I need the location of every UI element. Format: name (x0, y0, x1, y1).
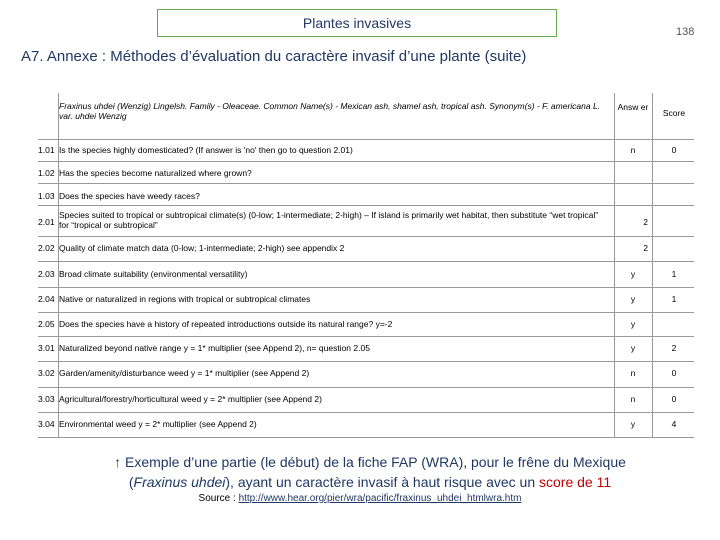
row-number: 2.05 (38, 319, 55, 329)
row-question: Species suited to tropical or subtropical climate(s) (0-low; 1-intermediate; 2-high) – If island is primarily wet habitat, then substitute “wet tropical” for “tropical or subtropical” (59, 210, 599, 230)
row-answer: n (630, 394, 636, 404)
row-divider (38, 236, 694, 237)
figure-caption (40, 452, 700, 492)
row-score: 2 (671, 343, 677, 353)
row-divider (38, 287, 694, 288)
row-number: 2.04 (38, 294, 55, 304)
source-line (0, 493, 720, 504)
row-number: 3.03 (38, 394, 55, 404)
row-number: 3.04 (38, 419, 55, 429)
row-question: Native or naturalized in regions with tropical or subtropical climates (59, 294, 311, 304)
page-number: 138 (676, 26, 695, 38)
row-question: Does the species have a history of repeated introductions outside its natural range? y=-2 (59, 319, 393, 329)
row-question: Broad climate suitability (environmental versatility) (59, 269, 248, 279)
row-answer: y (630, 269, 636, 279)
row-answer: y (630, 319, 636, 329)
row-number: 1.03 (38, 191, 55, 201)
row-score: 1 (671, 269, 677, 279)
table-intro: Fraxinus uhdei (Wenzig) Lingelsh. Family - Oleaceae. Common Name(s) - Mexican ash, shamel ash, tropical ash. Synonym(s) - F. americana L. var. uhdei Wenzig (59, 101, 601, 121)
caption-species: Fraxinus uhdei (133, 474, 226, 490)
row-divider (38, 361, 694, 362)
row-divider (38, 412, 694, 413)
caption-line-1: ↑ Exemple d’une partie (le début) de la fiche FAP (WRA), pour le frêne du Mexique (114, 454, 626, 470)
row-question: Garden/amenity/disturbance weed y = 1* multiplier (see Append 2) (59, 368, 310, 378)
header-title-box (157, 9, 557, 37)
row-number: 3.01 (38, 343, 55, 353)
col-header-score: Score (662, 108, 686, 118)
row-score: 0 (671, 145, 677, 155)
row-question: Agricultural/forestry/horticultural weed y = 2* multiplier (see Append 2) (59, 394, 322, 404)
row-number: 2.02 (38, 243, 55, 253)
row-divider (38, 183, 694, 184)
row-answer: y (630, 343, 636, 353)
row-divider (38, 437, 694, 438)
header-title: Plantes invasives (302, 15, 412, 31)
caption-line-2 (40, 472, 700, 492)
row-score: 0 (671, 368, 677, 378)
caption-paren-open: ( (128, 474, 134, 490)
row-question: Naturalized beyond native range y = 1* multiplier (see Append 2), n= question 2.05 (59, 343, 370, 353)
row-question: Has the species become naturalized where grown? (59, 168, 252, 178)
row-score: 4 (671, 419, 677, 429)
row-question: Is the species highly domesticated? (If answer is 'no' then go to question 2.01) (59, 145, 353, 155)
row-number: 2.03 (38, 269, 55, 279)
caption-score: score de 11 (539, 474, 612, 490)
col-divider (652, 93, 653, 438)
row-answer: n (630, 145, 636, 155)
row-answer: y (630, 294, 636, 304)
wra-table (38, 93, 694, 438)
source-link[interactable]: http://www.hear.org/pier/wra/pacific/fraxinus_uhdei_htmlwra.htm (238, 493, 522, 504)
row-divider (38, 161, 694, 162)
row-answer: n (630, 368, 636, 378)
row-divider (38, 336, 694, 337)
caption-mid: ), ayant un caractère invasif à haut risque avec un (225, 474, 539, 490)
row-answer: 2 (643, 243, 648, 253)
col-header-answer: Answ er (617, 102, 649, 112)
row-divider (38, 261, 694, 262)
row-question: Environmental weed y = 2* multiplier (see Append 2) (59, 419, 257, 429)
row-question: Quality of climate match data (0-low; 1-intermediate; 2-high) see appendix 2 (59, 243, 345, 253)
row-number: 1.01 (38, 145, 55, 155)
row-divider (38, 387, 694, 388)
row-answer: y (630, 419, 636, 429)
row-question: Does the species have weedy races? (59, 191, 200, 201)
section-title: A7. Annexe : Méthodes d’évaluation du caractère invasif d’une plante (suite) (21, 48, 527, 65)
row-divider (38, 139, 694, 140)
row-divider (38, 205, 694, 206)
row-answer: 2 (643, 217, 648, 227)
source-label: Source : (198, 493, 239, 504)
row-score: 1 (671, 294, 677, 304)
row-score: 0 (671, 394, 677, 404)
row-number: 1.02 (38, 168, 55, 178)
row-number: 3.02 (38, 368, 55, 378)
row-number: 2.01 (38, 217, 55, 227)
row-divider (38, 312, 694, 313)
